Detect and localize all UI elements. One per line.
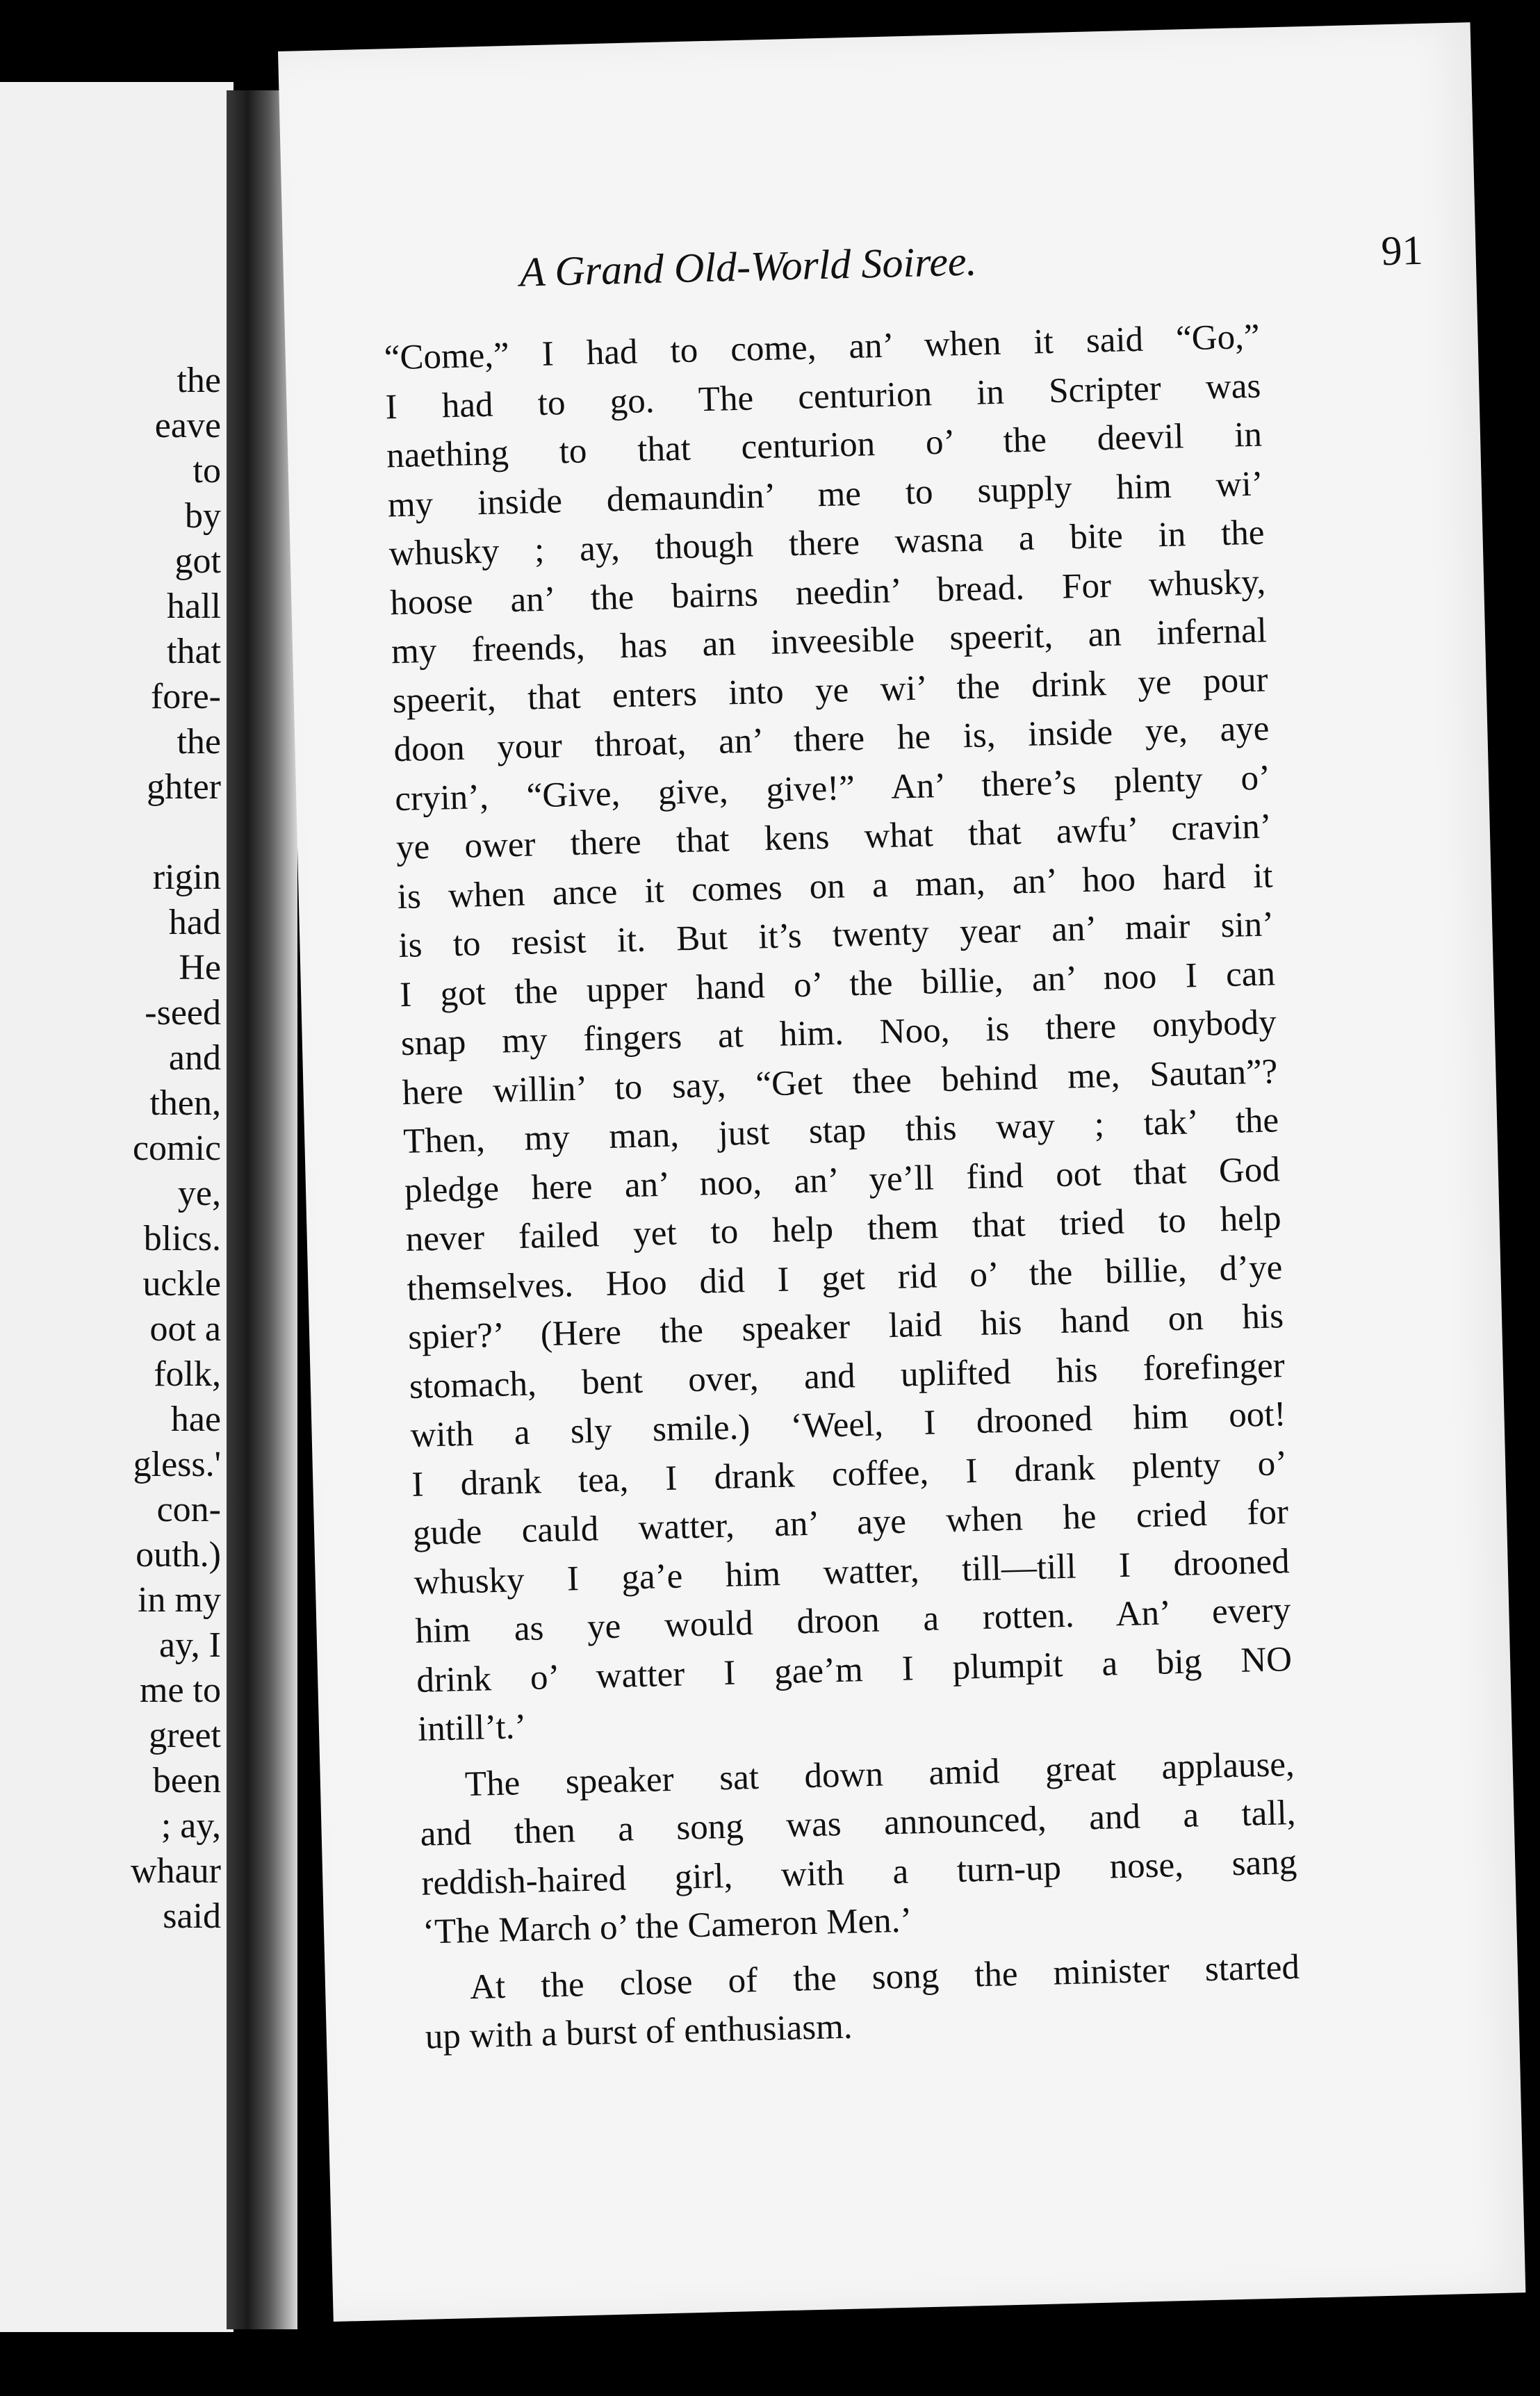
running-title: A Grand Old-World Soiree. <box>519 238 978 295</box>
text-line: here willin’ to say, “Get thee behind me, Sautan”? <box>401 1051 1278 1113</box>
text-line: whusky ; ay, though there wasna a bite in the <box>388 513 1265 574</box>
text-line: my freends, has an inveesible speerit, an infernal <box>391 611 1268 672</box>
facing-page-line: ye, <box>177 1174 221 1213</box>
facing-page-line: to <box>192 451 221 491</box>
facing-page-line: comic <box>132 1129 221 1168</box>
text-line: hoose an’ the bairns needin’ bread. For whusky, <box>389 562 1266 623</box>
text-line: is to resist it. But it’s twenty year an’ mair sin’ <box>398 905 1275 966</box>
text-line: I had to go. The centurion in Scripter was <box>384 366 1261 427</box>
text-line: At the close of the song the minister started <box>469 1947 1300 2007</box>
text-line: ‘The March o’ the Cameron Men.’ <box>422 1901 912 1952</box>
facing-page-line: hall <box>167 586 221 626</box>
facing-page-line: in my <box>138 1580 221 1620</box>
facing-page-line: folk, <box>154 1354 221 1394</box>
facing-page-line: oot a <box>149 1309 221 1349</box>
text-line: cryin’, “Give, give, give!” An’ there’s plenty o’ <box>394 757 1271 819</box>
facing-page-line: eave <box>154 406 221 445</box>
facing-page-line: that <box>167 632 221 671</box>
facing-page-line: greet <box>149 1716 221 1755</box>
facing-page-line: uckle <box>142 1264 221 1304</box>
facing-page-line: ghter <box>147 767 221 807</box>
facing-page-line: got <box>174 541 221 581</box>
text-line: intill’t.’ <box>417 1707 527 1749</box>
facing-page-line: said <box>163 1896 221 1936</box>
facing-page-line: had <box>168 903 221 942</box>
text-line: never failed yet to help them that tried to help <box>405 1199 1282 1260</box>
text-line: pledge here an’ noo, an’ ye’ll find oot that God <box>404 1149 1281 1211</box>
book-page <box>278 22 1525 2322</box>
text-line: stomach, bent over, and uplifted his forefinger <box>409 1345 1286 1406</box>
facing-page-line: hae <box>170 1400 221 1439</box>
paragraph <box>418 1740 1299 1958</box>
facing-page-line: rigin <box>152 858 221 897</box>
text-line: speerit, that enters into ye wi’ the drink ye pour <box>392 659 1269 721</box>
facing-page-line: by <box>185 496 221 536</box>
text-line: him as ye would droon a rotten. An’ every <box>414 1591 1291 1651</box>
text-line: spier?’ (Here the speaker laid his hand on his <box>407 1297 1284 1357</box>
text-line: and then a song was announced, and a tall, <box>420 1793 1297 1854</box>
text-line: Then, my man, just stap this way ; tak’ the <box>402 1101 1279 1162</box>
facing-page-line: the <box>177 361 221 400</box>
facing-page-line: con- <box>156 1490 221 1529</box>
facing-page-line: outh.) <box>136 1535 221 1575</box>
facing-page-line: gless.' <box>133 1445 221 1484</box>
text-line: up with a burst of enthusiasm. <box>425 2007 853 2057</box>
text-line: “Come,” I had to come, an’ when it said “Go,” <box>384 317 1261 378</box>
text-line: I got the upper hand o’ the billie, an’ noo I can <box>399 953 1276 1015</box>
text-line: ye ower there that kens what that awfu’ cravin’ <box>395 807 1272 868</box>
text-line: drink o’ watter I gae’m I plumpit a big NO <box>416 1639 1293 1700</box>
facing-page-line: He <box>179 948 221 987</box>
facing-page-line: then, <box>149 1083 221 1123</box>
facing-page-line: the <box>177 722 221 762</box>
body-text <box>384 313 1301 2062</box>
facing-page-line: whaur <box>131 1851 221 1891</box>
text-line: I drank tea, I drank coffee, I drank plenty o’ <box>411 1443 1288 1504</box>
facing-page-line: fore- <box>150 677 221 716</box>
facing-page-line: ay, I <box>158 1625 221 1665</box>
facing-page-line: been <box>152 1761 221 1800</box>
facing-page <box>0 82 234 2332</box>
text-line: themselves. Hoo did I get rid o’ the billie, d’ye <box>406 1247 1283 1308</box>
page-header <box>519 227 1424 304</box>
text-line: my inside demaundin’ me to supply him wi’ <box>387 464 1264 525</box>
facing-page-line: ; ay, <box>161 1806 221 1846</box>
facing-page-line: -seed <box>145 993 221 1033</box>
paragraph <box>384 313 1294 1755</box>
paragraph <box>423 1942 1301 2062</box>
text-line: naething to that centurion o’ the deevil in <box>386 415 1263 476</box>
text-line: whusky I ga’e him watter, till—till I drooned <box>413 1541 1291 1602</box>
text-line: The speaker sat down amid great applause, <box>464 1744 1295 1804</box>
text-line: gude cauld watter, an’ aye when he cried for <box>412 1493 1289 1553</box>
text-line: is when ance it comes on a man, an’ hoo hard it <box>397 855 1274 917</box>
text-line: snap my fingers at him. Noo, is there onybody <box>400 1003 1277 1064</box>
text-line: reddish-haired girl, with a turn-up nose, sang <box>420 1842 1297 1903</box>
facing-page-line: and <box>168 1038 221 1078</box>
facing-page-line: me to <box>140 1671 221 1710</box>
text-line: with a sly smile.) ‘Weel, I drooned him oot! <box>410 1395 1287 1455</box>
facing-page-line: blics. <box>143 1219 221 1258</box>
page-number: 91 <box>1380 227 1424 274</box>
text-line: doon your throat, an’ there he is, inside ye, aye <box>393 709 1270 770</box>
